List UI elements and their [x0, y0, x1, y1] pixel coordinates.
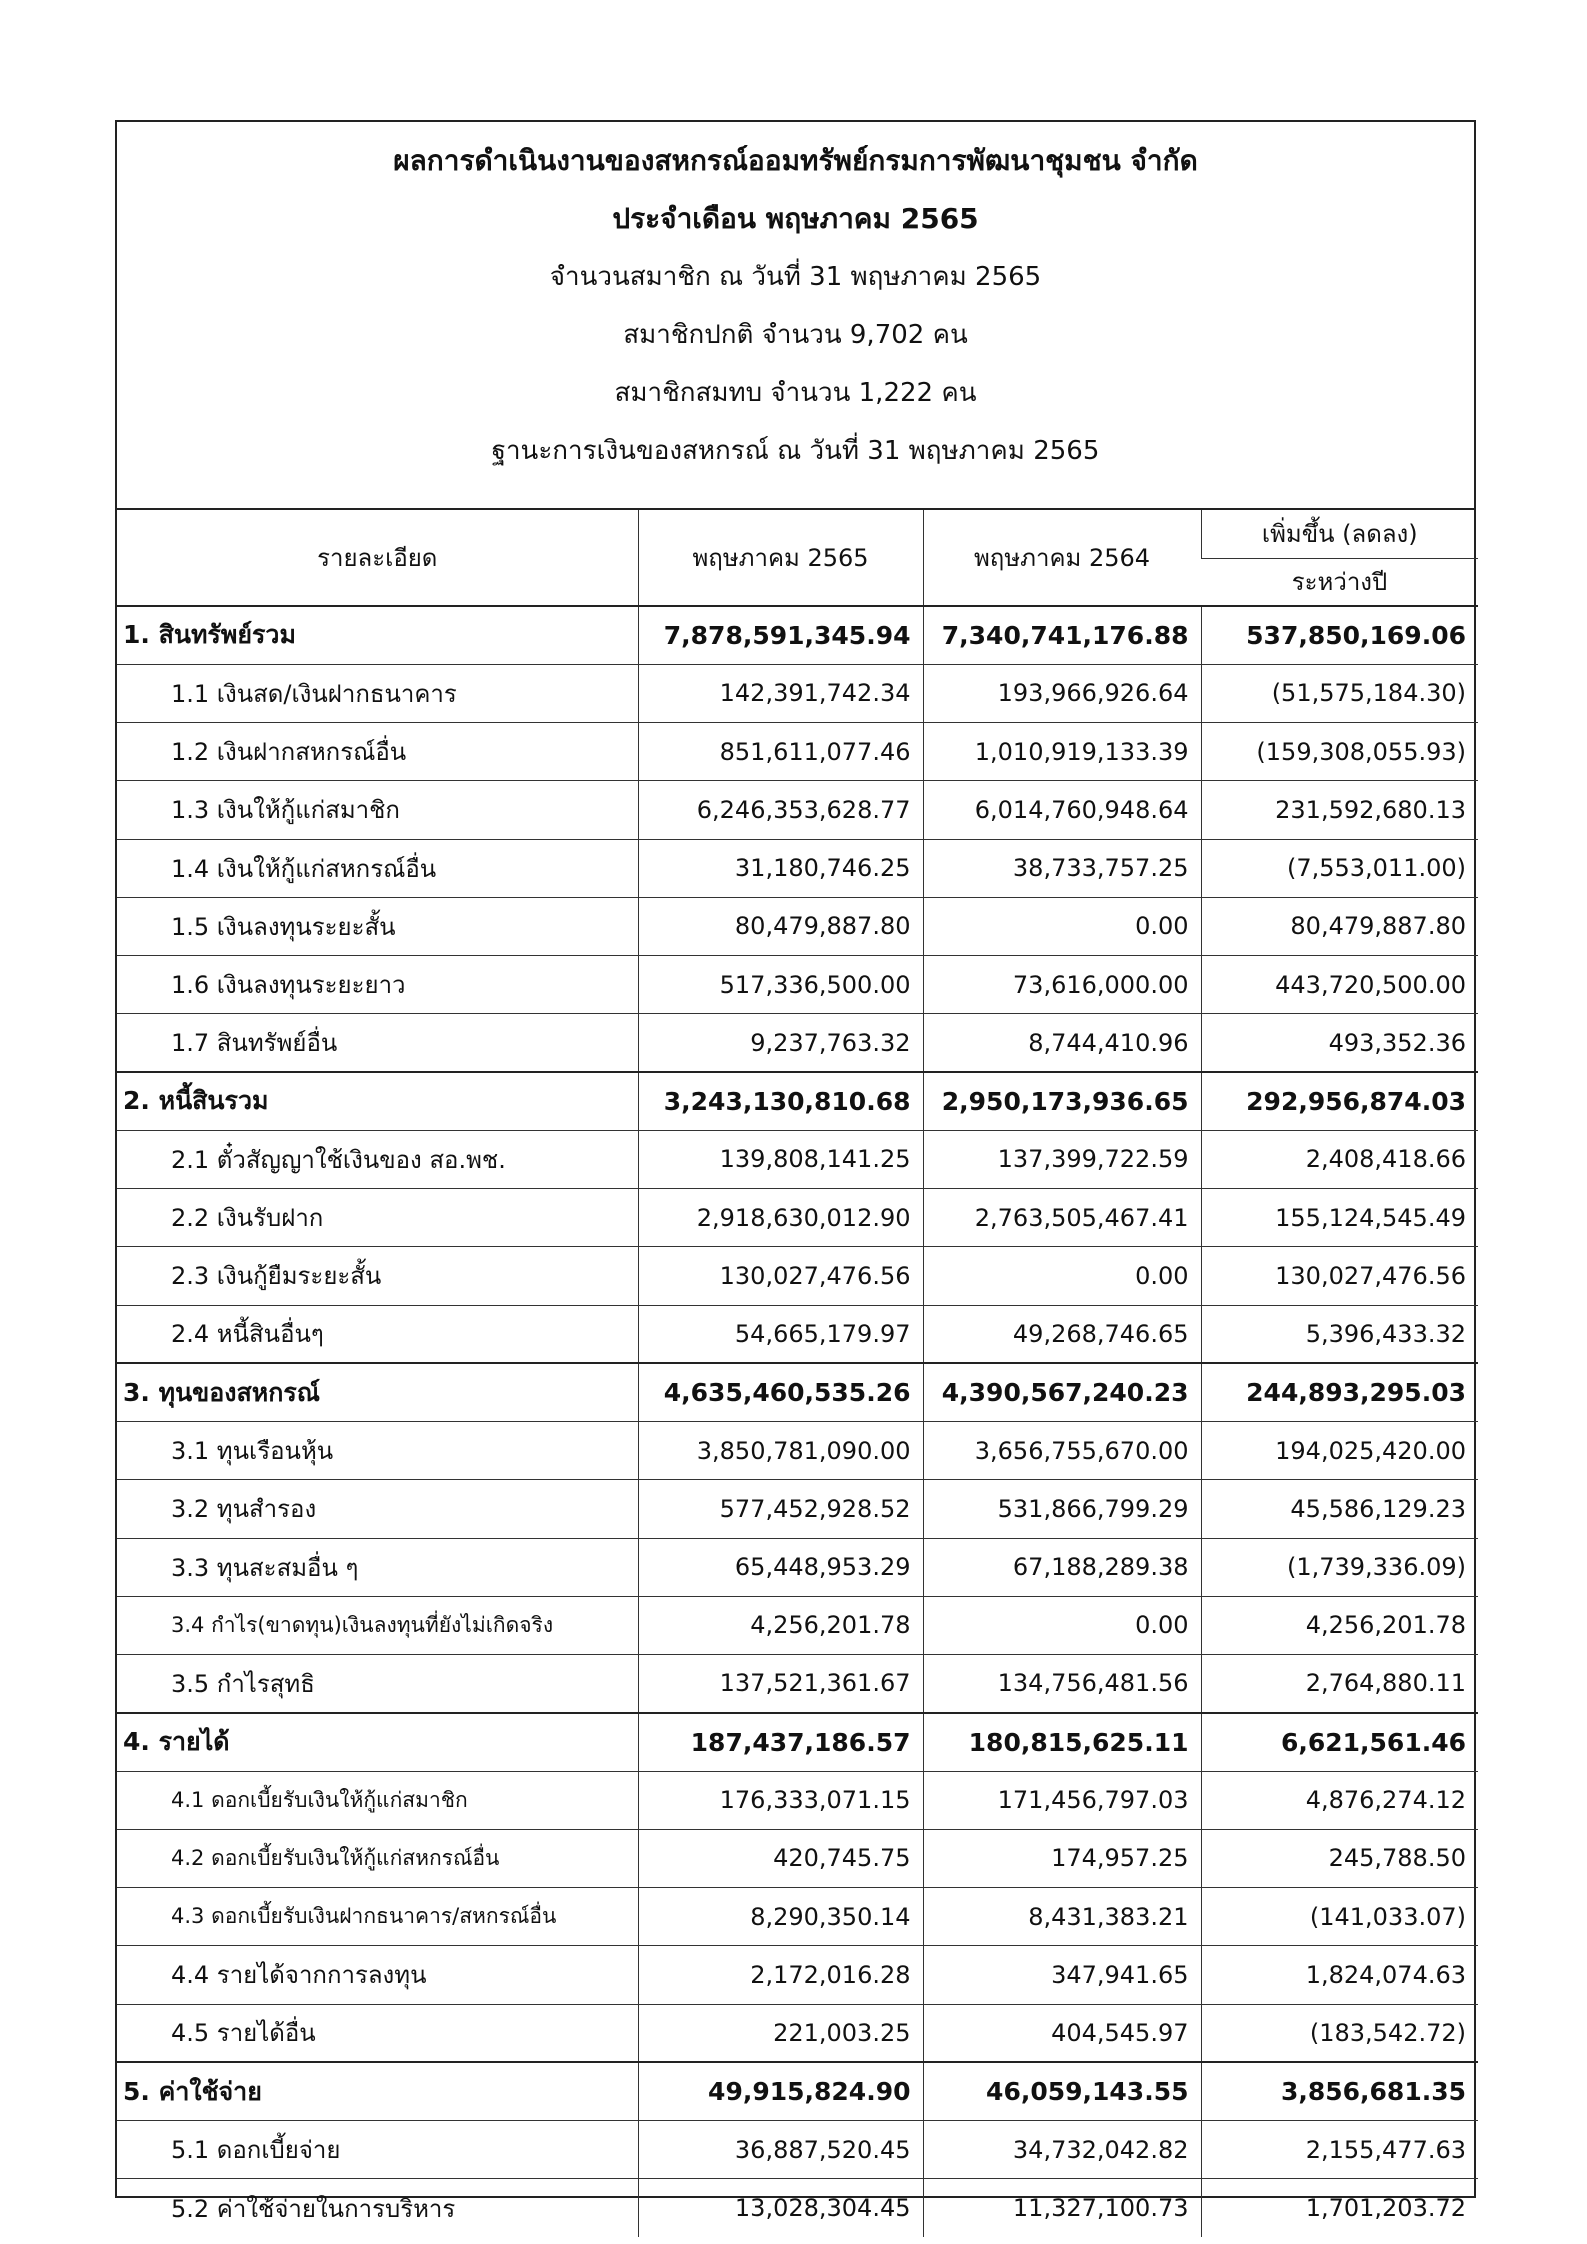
- value-change: (141,033.07): [1201, 1888, 1478, 1946]
- table-row: [117, 2004, 1478, 2062]
- value-change: 80,479,887.80: [1201, 897, 1478, 955]
- section-row: [117, 606, 1478, 664]
- value-change: (1,739,336.09): [1201, 1538, 1478, 1596]
- value-change: 244,893,295.03: [1201, 1363, 1478, 1421]
- value-2565: 517,336,500.00: [638, 956, 923, 1014]
- table-row: [117, 1829, 1478, 1887]
- table-row: [117, 1014, 1478, 1072]
- value-2564: 2,763,505,467.41: [923, 1189, 1201, 1247]
- value-change: 130,027,476.56: [1201, 1247, 1478, 1305]
- value-2564: 8,431,383.21: [923, 1888, 1201, 1946]
- value-2565: 3,850,781,090.00: [638, 1422, 923, 1480]
- row-label: 2.1 ตั๋วสัญญาใช้เงินของ สอ.พช.: [117, 1130, 638, 1188]
- row-label: 5. ค่าใช้จ่าย: [117, 2062, 638, 2120]
- value-change: 155,124,545.49: [1201, 1189, 1478, 1247]
- row-label: 1.7 สินทรัพย์อื่น: [117, 1014, 638, 1072]
- table-row: [117, 1247, 1478, 1305]
- table-row: [117, 1946, 1478, 2004]
- table-row: [117, 2179, 1478, 2237]
- value-2565: 577,452,928.52: [638, 1480, 923, 1538]
- value-change: 6,621,561.46: [1201, 1713, 1478, 1771]
- row-label: 4.5 รายได้อื่น: [117, 2004, 638, 2062]
- value-2564: 3,656,755,670.00: [923, 1422, 1201, 1480]
- value-2564: 11,327,100.73: [923, 2179, 1201, 2237]
- value-2564: 46,059,143.55: [923, 2062, 1201, 2120]
- value-change: (51,575,184.30): [1201, 664, 1478, 722]
- row-label: 5.2 ค่าใช้จ่ายในการบริหาร: [171, 2194, 456, 2223]
- value-2564: 404,545.97: [923, 2004, 1201, 2062]
- col-header-change-top: เพิ่มขึ้น (ลดลง): [1201, 510, 1478, 558]
- value-2565: 420,745.75: [638, 1829, 923, 1887]
- table-row: [117, 1130, 1478, 1188]
- row-label: 2. หนี้สินรวม: [117, 1072, 638, 1130]
- report-subtitle: ประจำเดือน พฤษภาคม 2565: [612, 202, 979, 235]
- section-row: [117, 2062, 1478, 2120]
- value-change: 443,720,500.00: [1201, 956, 1478, 1014]
- value-2564: 193,966,926.64: [923, 664, 1201, 722]
- value-2565: 8,290,350.14: [638, 1888, 923, 1946]
- col-header-detail: รายละเอียด: [117, 510, 638, 606]
- col-header-2564: พฤษภาคม 2564: [923, 510, 1201, 606]
- value-2564: 174,957.25: [923, 1829, 1201, 1887]
- value-change: (159,308,055.93): [1201, 723, 1478, 781]
- value-change: 1,701,203.72: [1201, 2179, 1478, 2237]
- value-2565: 80,479,887.80: [638, 897, 923, 955]
- value-2565: 7,878,591,345.94: [638, 606, 923, 664]
- section-row: [117, 1072, 1478, 1130]
- value-2565: 49,915,824.90: [638, 2062, 923, 2120]
- row-label: 1.4 เงินให้กู้แก่สหกรณ์อื่น: [117, 839, 638, 897]
- value-2564: 0.00: [923, 1247, 1201, 1305]
- value-2565: 4,256,201.78: [638, 1596, 923, 1654]
- row-label: 1.2 เงินฝากสหกรณ์อื่น: [117, 723, 638, 781]
- table-row: [117, 664, 1478, 722]
- value-change: 493,352.36: [1201, 1014, 1478, 1072]
- value-2565: 9,237,763.32: [638, 1014, 923, 1072]
- value-2565: 2,172,016.28: [638, 1946, 923, 2004]
- value-change: 3,856,681.35: [1201, 2062, 1478, 2120]
- col-header-change-bottom: ระหว่างปี: [1201, 558, 1478, 606]
- value-2565: 137,521,361.67: [638, 1655, 923, 1713]
- value-2564: 38,733,757.25: [923, 839, 1201, 897]
- members-date: จำนวนสมาชิก ณ วันที่ 31 พฤษภาคม 2565: [549, 262, 1042, 292]
- row-label: 5.1 ดอกเบี้ยจ่าย: [117, 2121, 638, 2179]
- row-label: 3.4 กำไร(ขาดทุน)เงินลงทุนที่ยังไม่เกิดจริง: [117, 1596, 638, 1654]
- value-2565: 31,180,746.25: [638, 839, 923, 897]
- value-2565: 130,027,476.56: [638, 1247, 923, 1305]
- section-row: [117, 1713, 1478, 1771]
- value-change: 5,396,433.32: [1201, 1305, 1478, 1363]
- value-change: 292,956,874.03: [1201, 1072, 1478, 1130]
- value-change: (183,542.72): [1201, 2004, 1478, 2062]
- table-row: [117, 723, 1478, 781]
- financial-table: [117, 510, 1478, 2237]
- value-change: 231,592,680.13: [1201, 781, 1478, 839]
- value-2564: 0.00: [923, 897, 1201, 955]
- table-row: [117, 1771, 1478, 1829]
- row-label: 1.3 เงินให้กู้แก่สมาชิก: [117, 781, 638, 839]
- table-row: [117, 781, 1478, 839]
- row-label: 2.3 เงินกู้ยืมระยะสั้น: [117, 1247, 638, 1305]
- table-row: [117, 2121, 1478, 2179]
- value-2565: 6,246,353,628.77: [638, 781, 923, 839]
- row-label: 4.3 ดอกเบี้ยรับเงินฝากธนาคาร/สหกรณ์อื่น: [117, 1888, 638, 1946]
- row-label: 4. รายได้: [117, 1713, 638, 1771]
- value-2565: 4,635,460,535.26: [638, 1363, 923, 1421]
- value-2565: 176,333,071.15: [638, 1771, 923, 1829]
- table-row: [117, 1480, 1478, 1538]
- value-2564: 531,866,799.29: [923, 1480, 1201, 1538]
- report-header: [117, 122, 1474, 510]
- row-label: 3. ทุนของสหกรณ์: [117, 1363, 638, 1421]
- value-2565: 54,665,179.97: [638, 1305, 923, 1363]
- table-row: [117, 1655, 1478, 1713]
- value-change: 194,025,420.00: [1201, 1422, 1478, 1480]
- value-2564: 0.00: [923, 1596, 1201, 1654]
- row-label: 1.6 เงินลงทุนระยะยาว: [117, 956, 638, 1014]
- row-label: 4.2 ดอกเบี้ยรับเงินให้กู้แก่สหกรณ์อื่น: [117, 1829, 638, 1887]
- table-row: [117, 1305, 1478, 1363]
- associate-members: สมาชิกสมทบ จำนวน 1,222 คน: [614, 378, 977, 408]
- value-change: 45,586,129.23: [1201, 1480, 1478, 1538]
- value-2565: 142,391,742.34: [638, 664, 923, 722]
- row-label: 3.5 กำไรสุทธิ: [117, 1655, 638, 1713]
- table-row: [117, 1596, 1478, 1654]
- value-change: 245,788.50: [1201, 1829, 1478, 1887]
- value-2565: 221,003.25: [638, 2004, 923, 2062]
- value-2564: 8,744,410.96: [923, 1014, 1201, 1072]
- row-label: 2.4 หนี้สินอื่นๆ: [117, 1305, 638, 1363]
- row-label: 1.5 เงินลงทุนระยะสั้น: [117, 897, 638, 955]
- value-2565: 65,448,953.29: [638, 1538, 923, 1596]
- table-row: [117, 1538, 1478, 1596]
- col-header-2565: พฤษภาคม 2565: [638, 510, 923, 606]
- value-2564: 2,950,173,936.65: [923, 1072, 1201, 1130]
- value-2564: 73,616,000.00: [923, 956, 1201, 1014]
- report-title: ผลการดำเนินงานของสหกรณ์ออมทรัพย์กรมการพัฒนาชุมชน จำกัด: [393, 144, 1198, 177]
- value-change: (7,553,011.00): [1201, 839, 1478, 897]
- value-change: 4,256,201.78: [1201, 1596, 1478, 1654]
- value-2565: 139,808,141.25: [638, 1130, 923, 1188]
- row-label: 3.2 ทุนสำรอง: [117, 1480, 638, 1538]
- row-label: 4.1 ดอกเบี้ยรับเงินให้กู้แก่สมาชิก: [117, 1771, 638, 1829]
- row-label: 3.3 ทุนสะสมอื่น ๆ: [117, 1538, 638, 1596]
- regular-members: สมาชิกปกติ จำนวน 9,702 คน: [623, 320, 968, 350]
- value-2565: 13,028,304.45: [638, 2179, 923, 2237]
- value-2564: 171,456,797.03: [923, 1771, 1201, 1829]
- value-2564: 6,014,760,948.64: [923, 781, 1201, 839]
- row-label: 2.2 เงินรับฝาก: [117, 1189, 638, 1247]
- value-change: 4,876,274.12: [1201, 1771, 1478, 1829]
- section-row: [117, 1363, 1478, 1421]
- row-label: 4.4 รายได้จากการลงทุน: [117, 1946, 638, 2004]
- table-row: [117, 839, 1478, 897]
- value-change: 2,155,477.63: [1201, 2121, 1478, 2179]
- value-2565: 3,243,130,810.68: [638, 1072, 923, 1130]
- report-frame: [115, 120, 1476, 2223]
- table-row: [117, 1189, 1478, 1247]
- value-2564: 1,010,919,133.39: [923, 723, 1201, 781]
- value-2565: 36,887,520.45: [638, 2121, 923, 2179]
- value-2564: 34,732,042.82: [923, 2121, 1201, 2179]
- table-row: [117, 1422, 1478, 1480]
- financial-position-heading: ฐานะการเงินของสหกรณ์ ณ วันที่ 31 พฤษภาคม 2565: [491, 436, 1100, 466]
- table-row: [117, 1888, 1478, 1946]
- value-2564: 134,756,481.56: [923, 1655, 1201, 1713]
- value-2565: 2,918,630,012.90: [638, 1189, 923, 1247]
- value-2564: 67,188,289.38: [923, 1538, 1201, 1596]
- value-2564: 137,399,722.59: [923, 1130, 1201, 1188]
- value-2565: 187,437,186.57: [638, 1713, 923, 1771]
- value-change: 2,408,418.66: [1201, 1130, 1478, 1188]
- value-2564: 7,340,741,176.88: [923, 606, 1201, 664]
- value-change: 537,850,169.06: [1201, 606, 1478, 664]
- value-change: 1,824,074.63: [1201, 1946, 1478, 2004]
- value-2564: 4,390,567,240.23: [923, 1363, 1201, 1421]
- value-2564: 180,815,625.11: [923, 1713, 1201, 1771]
- row-label: 3.1 ทุนเรือนหุ้น: [117, 1422, 638, 1480]
- table-body: [117, 606, 1478, 2237]
- value-2564: 49,268,746.65: [923, 1305, 1201, 1363]
- row-label: 1. สินทรัพย์รวม: [117, 606, 638, 664]
- table-row: [117, 897, 1478, 955]
- row-label: 1.1 เงินสด/เงินฝากธนาคาร: [117, 664, 638, 722]
- value-2564: 347,941.65: [923, 1946, 1201, 2004]
- table-row: [117, 956, 1478, 1014]
- value-2565: 851,611,077.46: [638, 723, 923, 781]
- value-change: 2,764,880.11: [1201, 1655, 1478, 1713]
